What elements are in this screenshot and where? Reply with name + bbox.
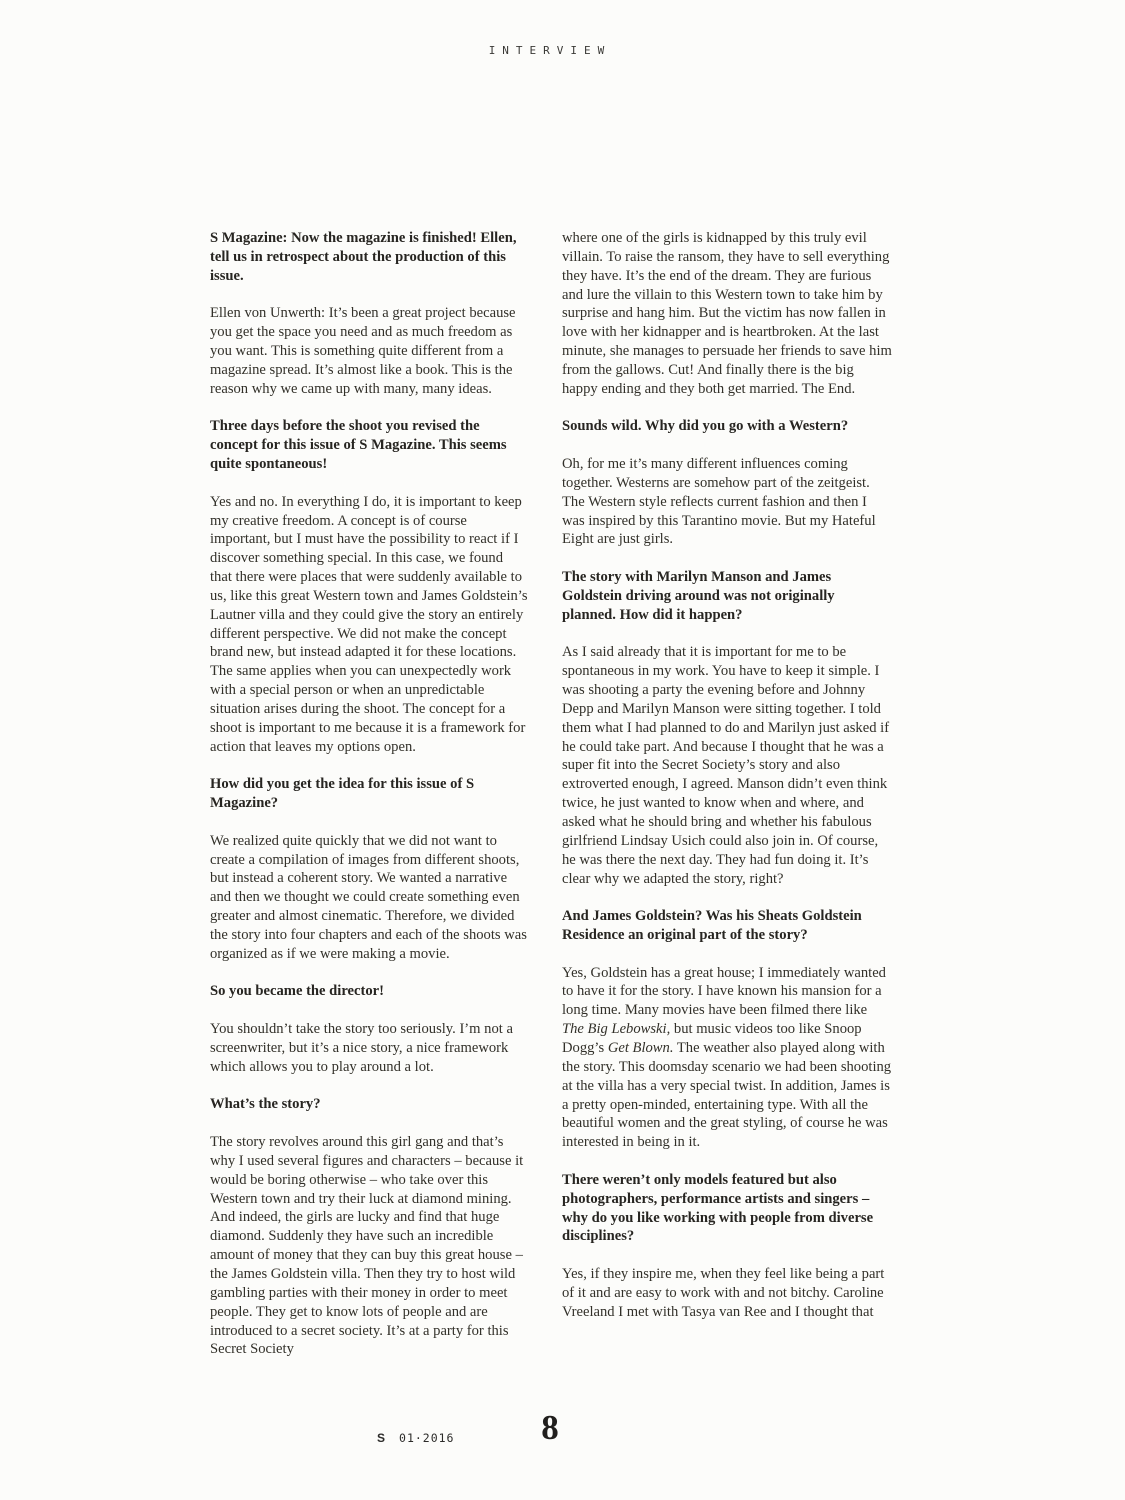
interview-question: And James Goldstein? Was his Sheats Goldstein Residence an original part of the story?	[562, 908, 862, 943]
issue-label: 01·2016	[399, 1431, 455, 1445]
page-number: 8	[541, 1408, 559, 1447]
interview-question: Three days before the shoot you revised the concept for this issue of S Magazine. This seems quite spontaneous!	[210, 418, 507, 473]
interview-answer: You shouldn’t take the story too seriously. I’m not a screenwriter, but it’s a nice story, a nice framework which allows you to play around a lot.	[210, 1021, 513, 1075]
magazine-mark: S	[377, 1431, 386, 1445]
interview-answer	[562, 964, 892, 1152]
right-column	[562, 229, 892, 1378]
left-column	[210, 229, 528, 1378]
interview-answer: We realized quite quickly that we did not want to create a compilation of images from different shoots, but instead a coherent story. We wanted a narrative and then we thought we could create something even greater and almost cinematic. Therefore, we divided the story into four chapters and each of the shoots was organized as if we were making a movie.	[210, 832, 527, 962]
interview-answer: As I said already that it is important for me to be spontaneous in my work. You have to keep it simple. I was shooting a party the evening before and Johnny Depp and Marilyn Manson were sitting together. I told them what I had planned to do and Marilyn just asked if he could take part. And because I thought that he was a super fit into the Secret Society’s story and also extroverted enough, I agreed. Manson didn’t even think twice, he just wanted to know when and where, and asked what he should bring and whether his fabulous girlfriend Lindsay Usich could also join in. Of course, he was there the next day. They had fun doing it. It’s clear why we adapted the story, right?	[562, 644, 890, 887]
interview-question: So you became the director!	[210, 983, 385, 1000]
interview-answer: where one of the girls is kidnapped by this truly evil villain. To raise the ransom, they have to sell everything they have. It’s the end of the dream. They are furious and lure the villain to this Western town to take him by surprise and hang him. But the victim has now fallen in love with her kidnapper and is heartbroken. At the last minute, she manages to persuade her friends to save him from the gallows. Cut! And finally there is the big happy ending and they both get married. The End.	[562, 230, 892, 397]
interview-answer: Yes and no. In everything I do, it is important to keep my creative freedom. A concept is of course important, but I must have the possibility to react if I discover something special. In this case, we found that there were places that were suddenly available to us, like this great Western town and James Goldstein’s Lautner villa and they could give the story an entirely different perspective. We did not make the concept brand new, but instead adapted it for these locations. The same applies when you can unexpectedly work with a special person or when an unpredictable situation arises during the shoot. The concept for a shoot is important to me because it is a framework for action that leaves my options open.	[210, 493, 528, 755]
interview-answer: Yes, if they inspire me, when they feel like being a part of it and are easy to work with and not bitchy. Caroline Vreeland I met with Tasya van Ree and I thought that	[562, 1266, 885, 1320]
interview-question: S Magazine: Now the magazine is finished! Ellen, tell us in retrospect about the production of this issue.	[210, 230, 517, 284]
interview-question: Sounds wild. Why did you go with a Western?	[562, 418, 849, 435]
masthead-label: INTERVIEW	[488, 44, 612, 57]
answer-segment: The weather also played along with the story. This doomsday scenario we had been shooting at the villa has a very special twist. In addition, James is a pretty open-minded, entertaining type. With all the beautiful women and the great styling, of course he was interested in being in it.	[562, 1040, 892, 1151]
answer-segment: but music videos too like Snoop Dogg’s	[562, 1021, 862, 1056]
answer-segment: Yes, Goldstein has a great house; I immediately wanted to have it for the story. I have known his mansion for a long time. Many movies have been filmed there like	[562, 964, 886, 1019]
footer	[377, 1431, 454, 1445]
article	[210, 229, 892, 1378]
interview-answer: Ellen von Unwerth: It’s been a great project because you get the space you need and as much freedom as you want. This is something quite different from a magazine spread. It’s almost like a book. This is the reason why we came up with many, many ideas.	[210, 305, 516, 397]
interview-answer: Oh, for me it’s many different influences coming together. Westerns are somehow part of the zeitgeist. The Western style reflects current fashion and then I was inspired by this Tarantino movie. But my Hateful Eight are just girls.	[562, 456, 876, 548]
interview-question: How did you get the idea for this issue of S Magazine?	[210, 776, 475, 812]
interview-question: What’s the story?	[210, 1096, 321, 1113]
interview-answer: The story revolves around this girl gang and that’s why I used several figures and characters – because it would be boring otherwise – who take over this Western town and try their luck at diamond mining. And indeed, the girls are lucky and find that huge diamond. Suddenly they have such an incredible amount of money that they can buy this great house – the James Goldstein villa. Then they try to host wild gambling parties with their money in order to meet people. They get to know lots of people and are introduced to a secret society. It’s at a party for this Secret Society	[210, 1134, 524, 1358]
video-title: Get Blown.	[607, 1040, 674, 1056]
interview-question: There weren’t only models featured but also photographers, performance artists and singers – why do you like working with people from diverse disciplines?	[562, 1171, 874, 1245]
interview-question: The story with Marilyn Manson and James Goldstein driving around was not originally planned. How did it happen?	[562, 569, 835, 623]
movie-title: The Big Lebowski,	[562, 1021, 671, 1038]
